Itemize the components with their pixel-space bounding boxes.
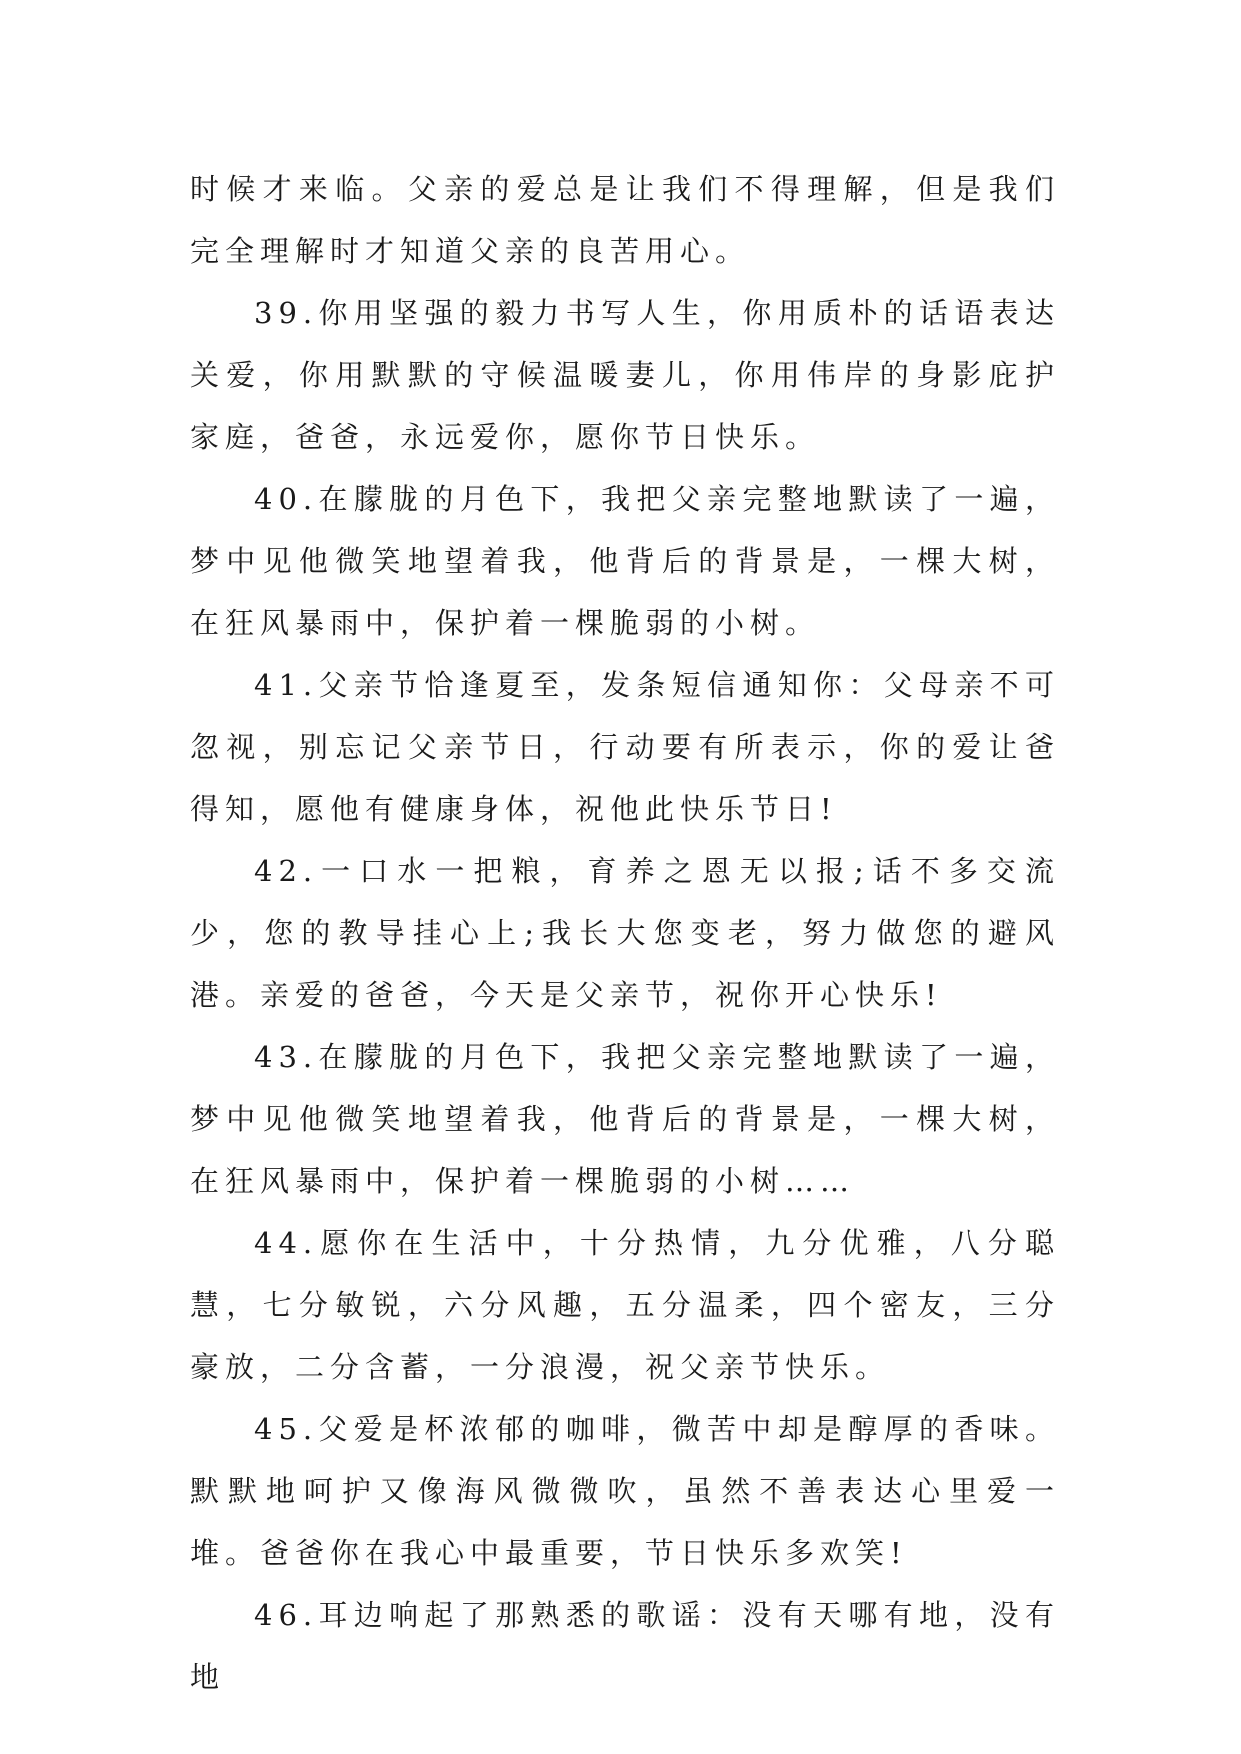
paragraph-43: 43.在朦胧的月色下，我把父亲完整地默读了一遍，梦中见他微笑地望着我，他背后的背景是，一棵大树，在狂风暴雨中，保护着一棵脆弱的小树…… xyxy=(190,1040,1060,1198)
paragraph-38-continuation: 时候才来临。父亲的爱总是让我们不得理解，但是我们完全理解时才知道父亲的良苦用心。 xyxy=(190,172,1060,268)
document-body xyxy=(190,158,1060,1708)
paragraph-39: 39.你用坚强的毅力书写人生，你用质朴的话语表达关爱，你用默默的守候温暖妻儿，你用伟岸的身影庇护家庭，爸爸，永远爱你，愿你节日快乐。 xyxy=(190,296,1060,454)
paragraph-40: 40.在朦胧的月色下，我把父亲完整地默读了一遍，梦中见他微笑地望着我，他背后的背景是，一棵大树，在狂风暴雨中，保护着一棵脆弱的小树。 xyxy=(190,482,1060,640)
paragraph-42: 42.一口水一把粮，育养之恩无以报;话不多交流少，您的教导挂心上;我长大您变老，努力做您的避风港。亲爱的爸爸，今天是父亲节，祝你开心快乐! xyxy=(190,854,1060,1012)
paragraph-41: 41.父亲节恰逢夏至，发条短信通知你：父母亲不可忽视，别忘记父亲节日，行动要有所表示，你的爱让爸得知，愿他有健康身体，祝他此快乐节日! xyxy=(190,668,1060,826)
paragraph-44: 44.愿你在生活中，十分热情，九分优雅，八分聪慧，七分敏锐，六分风趣，五分温柔，四个密友，三分豪放，二分含蓄，一分浪漫，祝父亲节快乐。 xyxy=(190,1226,1060,1384)
paragraph-46: 46.耳边响起了那熟悉的歌谣：没有天哪有地，没有地 xyxy=(190,1598,1060,1694)
paragraph-45: 45.父爱是杯浓郁的咖啡，微苦中却是醇厚的香味。默默地呵护又像海风微微吹，虽然不善表达心里爱一堆。爸爸你在我心中最重要，节日快乐多欢笑! xyxy=(190,1412,1060,1570)
